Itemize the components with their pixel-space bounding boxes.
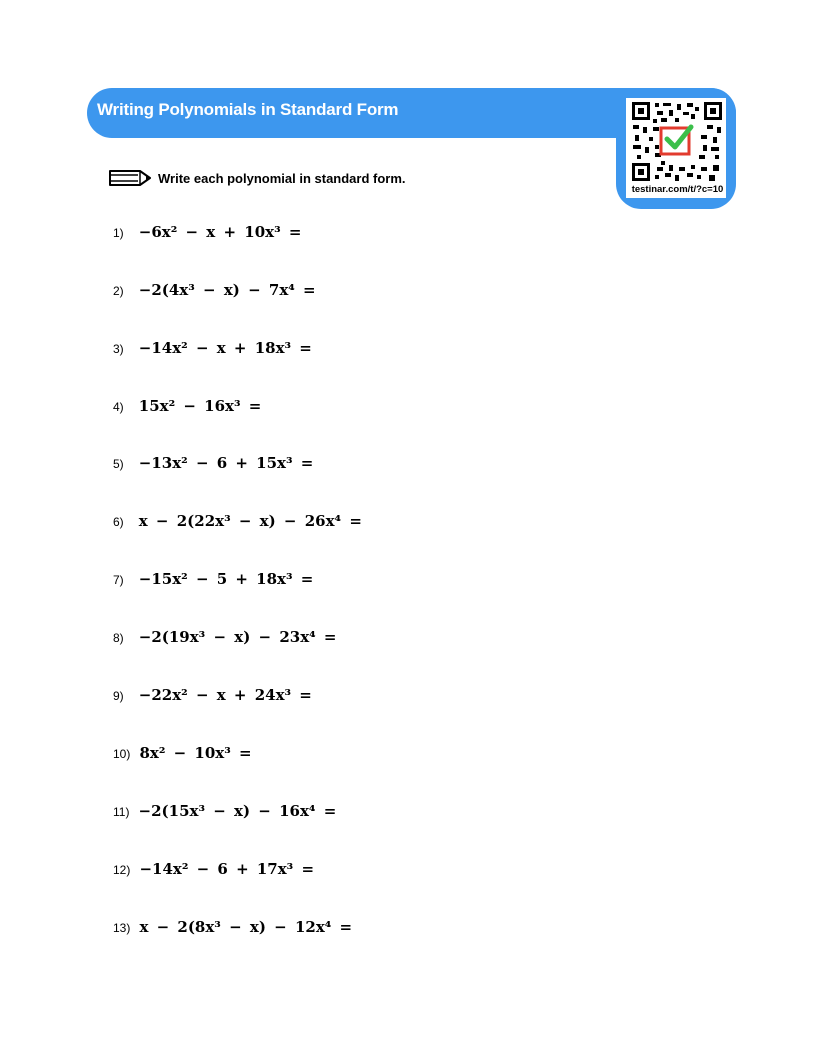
problem-number: 12) xyxy=(113,863,131,877)
problem-number: 10) xyxy=(113,747,131,761)
problem-expression: −13x² − 6 + 15x³ = xyxy=(138,454,314,472)
problem-number: 9) xyxy=(113,689,124,703)
problem-item xyxy=(113,220,301,244)
problem-item xyxy=(113,336,312,360)
problem-number: 2) xyxy=(113,284,124,298)
qr-url[interactable]: testinar.com/t/?c=10 xyxy=(631,184,724,195)
problem-expression: −22x² − x + 24x³ = xyxy=(138,686,312,704)
problem-number: 11) xyxy=(113,805,130,819)
problem-number: 5) xyxy=(113,457,124,471)
problem-expression: −6x² − x + 10x³ = xyxy=(138,223,302,241)
problem-item xyxy=(113,451,313,475)
problem-expression: 8x² − 10x³ = xyxy=(139,744,252,762)
qr-code-icon[interactable] xyxy=(631,101,723,183)
problem-expression: −14x² − 6 + 17x³ = xyxy=(139,860,315,878)
problem-item xyxy=(113,857,314,881)
problem-item xyxy=(113,278,316,302)
checkmark-icon xyxy=(661,127,691,154)
problem-item xyxy=(113,741,252,765)
problem-number: 8) xyxy=(113,631,124,645)
problem-number: 6) xyxy=(113,515,124,529)
problem-item xyxy=(113,683,312,707)
problem-number: 13) xyxy=(113,921,131,935)
problem-expression: −2(4x³ − x) − 7x⁴ = xyxy=(138,281,316,299)
problem-expression: −2(15x³ − x) − 16x⁴ = xyxy=(138,802,337,820)
problem-item xyxy=(113,567,313,591)
problem-item xyxy=(113,394,261,418)
problem-expression: x − 2(8x³ − x) − 12x⁴ = xyxy=(139,918,353,936)
pencil-icon xyxy=(108,168,152,188)
problem-item xyxy=(113,799,336,823)
problem-number: 7) xyxy=(113,573,124,587)
problem-number: 1) xyxy=(113,226,124,240)
problem-item xyxy=(113,625,337,649)
problem-expression: x − 2(22x³ − x) − 26x⁴ = xyxy=(138,512,362,530)
problem-item xyxy=(113,509,362,533)
problem-expression: −15x² − 5 + 18x³ = xyxy=(138,570,314,588)
problem-expression: −2(19x³ − x) − 23x⁴ = xyxy=(138,628,337,646)
problem-item xyxy=(113,915,352,939)
problem-number: 4) xyxy=(113,400,124,414)
page-title: Writing Polynomials in Standard Form xyxy=(97,100,399,119)
instructions-text: Write each polynomial in standard form. xyxy=(158,171,406,186)
problem-number: 3) xyxy=(113,342,124,356)
problem-expression: −14x² − x + 18x³ = xyxy=(138,339,312,357)
problem-expression: 15x² − 16x³ = xyxy=(138,397,262,415)
